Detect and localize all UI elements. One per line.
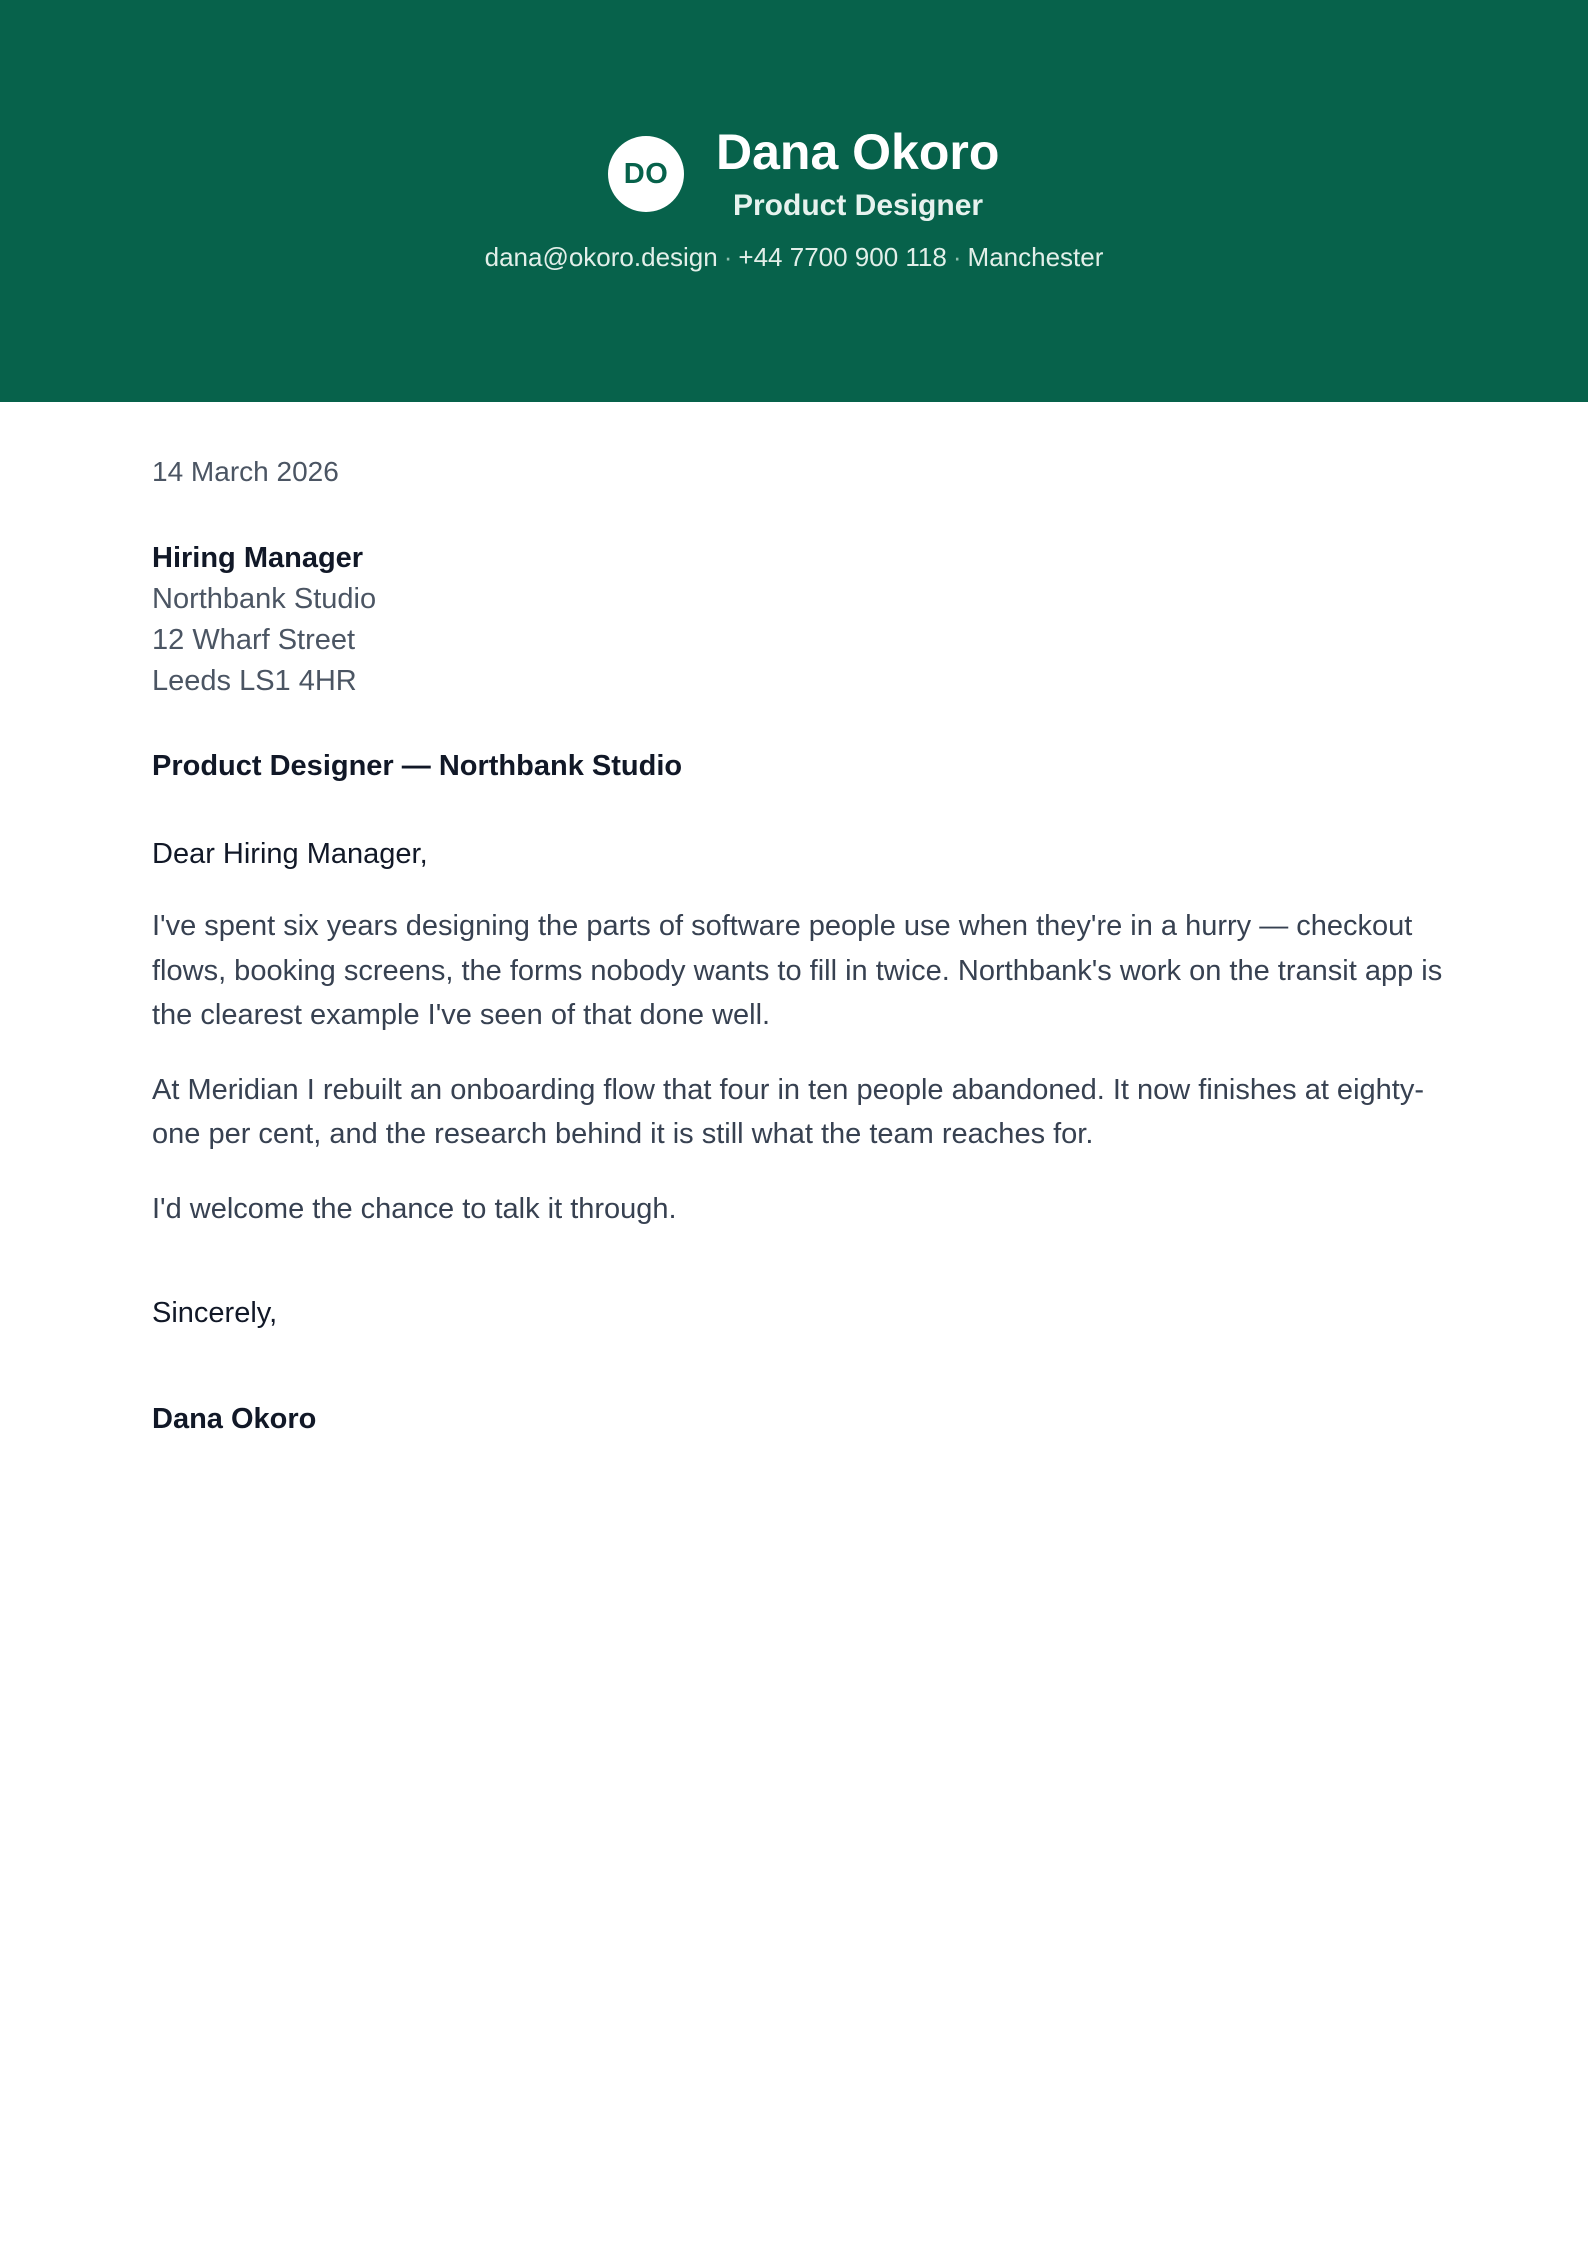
recipient-name: Hiring Manager: [152, 542, 364, 574]
recipient-block: [152, 538, 1452, 702]
letter-subject: Product Designer — Northbank Studio: [152, 750, 683, 782]
contact-line: [0, 240, 1588, 274]
recipient-street: 12 Wharf Street: [152, 624, 356, 656]
contact-email: dana@okoro.design: [484, 242, 718, 272]
sender-role: Product Designer: [733, 189, 984, 222]
closing: Sincerely,: [152, 1297, 278, 1329]
recipient-company: Northbank Studio: [152, 583, 377, 615]
letter-date: 14 March 2026: [152, 456, 339, 487]
contact-separator: ·: [723, 242, 733, 272]
letter-body: [152, 452, 1452, 1439]
contact-separator: ·: [952, 242, 962, 272]
body-paragraph: I'd welcome the chance to talk it through.: [152, 1192, 677, 1225]
body-paragraph: I've spent six years designing the parts of software people use when they're in a hurry — checkout flows, booking screens, the forms nobody wants to fill in twice. Northbank's work on the transit app is the clearest example I've seen of that done well.: [152, 910, 1443, 1031]
contact-location: Manchester: [967, 242, 1104, 272]
contact-phone: +44 7700 900 118: [738, 242, 947, 272]
sender-name: Dana Okoro: [716, 124, 1000, 180]
monogram-avatar: DO: [608, 136, 684, 212]
salutation: Dear Hiring Manager,: [152, 838, 428, 870]
signature-name: Dana Okoro: [152, 1403, 317, 1435]
body-paragraph: At Meridian I rebuilt an onboarding flow that four in ten people abandoned. It now finishes at eighty-one per cent, and the research behind it is still what the team reaches for.: [152, 1073, 1424, 1150]
letterhead: [0, 0, 1588, 402]
recipient-city: Leeds LS1 4HR: [152, 665, 357, 697]
